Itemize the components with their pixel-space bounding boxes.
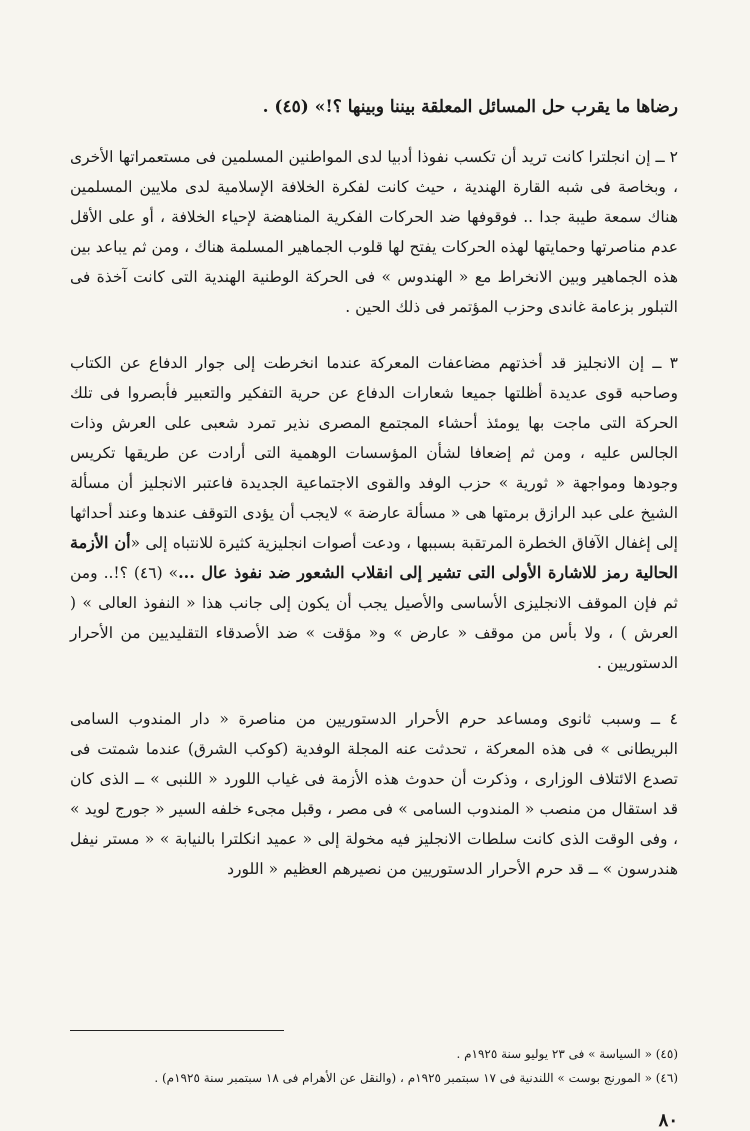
paragraph-4: ٤ ــ وسبب ثانوى ومساعد حرم الأحرار الدستوريين من مناصرة « دار المندوب السامى البريطانى » فى هذه المعركة ، تحدثت عنه المجلة الوفدية (كوكب الشرق) عندما شمتت فى تصدع الائتلاف الوزارى ، وذكرت أن حدوث هذه الأزمة فى غياب اللورد « اللنبى » ــ الذى كان قد استقال من منصب « المندوب السامى » فى مصر ، وقبل مجىء خلفه السير « جورج لويد » ، وفى الوقت الذى كانت سلطات الانجليز فيه مخولة إلى « عميد انكلترا بالنيابة » « مستر نيفل هندرسون » ــ قد حرم الأحرار الدستوريين من نصيرهم العظيم « اللورد <box>70 710 678 878</box>
paragraph-3 <box>70 348 678 678</box>
page-number: ٨٠ <box>658 1110 678 1131</box>
footnotes <box>70 1042 678 1090</box>
book-page <box>70 92 678 1131</box>
footnote-45: (٤٥) « السياسة » فى ٢٣ يوليو سنة ١٩٢٥م . <box>456 1047 678 1061</box>
paragraph-3-emphasis: أن الأزمة الحالية رمز للاشارة الأولى التى تشير إلى انقلاب الشعور ضد نفوذ عال ... <box>70 533 678 582</box>
footnote-divider <box>70 1030 284 1031</box>
footnote-46: (٤٦) « المورنج بوست » اللندنية فى ١٧ سبتمبر ١٩٢٥م ، (والنقل عن الأهرام فى ١٨ سبتمبر سنة ١٩٢٥م) . <box>154 1071 678 1085</box>
paragraph-3-continuation: » (٤٦) ؟!.. ومن ثم فإن الموقف الانجليزى الأساسى والأصيل يجب أن يكون إلى جانب هذا « النفوذ العالى » ( العرش ) ، ولا بأس من موقف « عارض » و« مؤقت » ضد الأصدقاء التقليديين من الأحرار الدستوريين . <box>70 564 678 672</box>
continued-quote-line: رضاها ما يقرب حل المسائل المعلقة بيننا وبينها ؟!» (٤٥) . <box>262 97 678 117</box>
paragraph-2: ٢ ــ إن انجلترا كانت تريد أن تكسب نفوذا أدبيا لدى المواطنين المسلمين فى مستعمراتها الأخرى ، وبخاصة فى شبه القارة الهندية ، حيث كانت لفكرة الخلافة الإسلامية لدى ملايين المسلمين هناك سمعة طيبة جدا .. فوقوفها ضد الحركات الفكرية المناهضة لإحياء الخلافة ، أو على الأقل عدم مناصرتها وحمايتها لهذه الحركات يفتح لها قلوب الجماهير المسلمة هناك ، ومن ثم يباعد بين هذه الجماهير وبين الانخراط مع « الهندوس » فى الحركة الوطنية الهندية التى كانت آخذة فى التبلور بزعامة غاندى وحزب المؤتمر فى ذلك الحين . <box>70 148 678 316</box>
paragraph-3-text: ٣ ــ إن الانجليز قد أخذتهم مضاعفات المعركة عندما انخرطت إلى جوار الدفاع عن الكتاب وصاحبه قوى عديدة أظلتها جميعا شعارات الدفاع عن حرية التفكير والتعبير فأبصروا فى تلك الحركة التى ماجت بها يومئذ أحشاء المجتمع المصرى نذير تمرد شعبى على العرش وذات الجالس عليه ، ومن ثم إضعافا لشأن المؤسسات الوهمية التى أرادت عن طريقها تكريس وجودها ومواجهة « ثورية » حزب الوفد والقوى الاجتماعية الجديدة فاعتبر الانجليز أن مسألة الشيخ على عبد الرازق برمتها هى « مسألة عارضة » لايجب أن يؤدى التوقف عندها وعند أحداثها إلى إغفال الآفاق الخطرة المرتقبة بسببها ، ودعت أصوات انجليزية كثيرة للانتباه إلى « <box>70 354 678 552</box>
